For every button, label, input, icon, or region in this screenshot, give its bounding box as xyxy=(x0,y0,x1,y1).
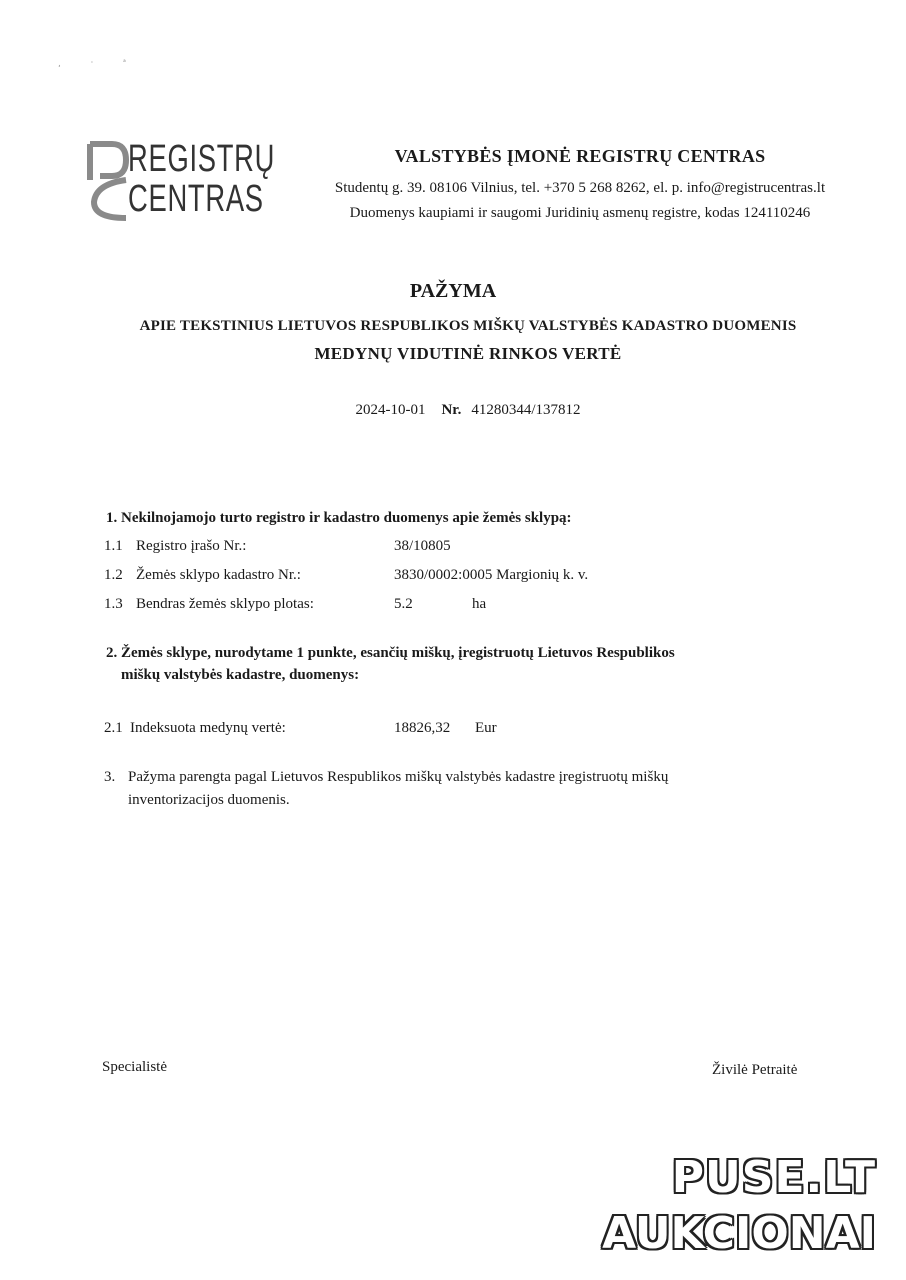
org-registry-line: Duomenys kaupiami ir saugomi Juridinių asmenų registre, kodas 124110246 xyxy=(349,205,811,221)
section3-text xyxy=(128,766,778,812)
section1-row xyxy=(104,567,704,587)
section2-heading-line1: 2. Žemės sklype, nurodytame 1 punkte, esančių miškų, įregistruotų Lietuvos Respublikos xyxy=(106,645,675,661)
row-value: 5.2 xyxy=(394,596,413,612)
section3-text-line2: inventorizacijos duomenis. xyxy=(128,792,290,808)
section3-text-line1: Pažyma parengta pagal Lietuvos Respublikos miškų valstybės kadastre įregistruotų miškų xyxy=(128,769,669,785)
section2-heading-line2: miškų valstybės kadastre, duomenys: xyxy=(121,667,360,683)
org-name: VALSTYBĖS ĮMONĖ REGISTRŲ CENTRAS xyxy=(394,146,766,166)
registru-centras-logo xyxy=(86,140,286,222)
row-label: Bendras žemės sklypo plotas: xyxy=(136,596,314,612)
document-subtitle-value: MEDYNŲ VIDUTINĖ RINKOS VERTĖ xyxy=(314,344,622,363)
section1-row xyxy=(104,538,704,558)
document-dateline xyxy=(0,402,906,419)
scan-specks: ¸ · ª xyxy=(58,58,140,67)
row-label: Registro įrašo Nr.: xyxy=(136,538,247,554)
logo-text-registru: REGISTRŲ xyxy=(128,138,276,180)
section3-number: 3. xyxy=(104,769,116,785)
document-date: 2024-10-01 xyxy=(355,402,426,418)
section2-row xyxy=(104,720,704,740)
row-unit: Eur xyxy=(475,720,497,736)
signature-role: Specialistė xyxy=(102,1059,167,1075)
document-nr-value: 41280344/137812 xyxy=(471,402,581,418)
section1-heading: 1. Nekilnojamojo turto registro ir kadastro duomenys apie žemės sklypą: xyxy=(106,510,572,526)
document-subtitle: APIE TEKSTINIUS LIETUVOS RESPUBLIKOS MIŠKŲ VALSTYBĖS KADASTRO DUOMENIS xyxy=(139,318,797,334)
watermark-line2: AUKCIONAI xyxy=(602,1208,876,1259)
row-number: 1.3 xyxy=(104,596,123,612)
row-label: Žemės sklypo kadastro Nr.: xyxy=(136,567,301,583)
org-address-line: Studentų g. 39. 08106 Vilnius, tel. +370 5 268 8262, el. p. info@registrucentras.lt xyxy=(334,180,826,196)
row-number: 2.1 xyxy=(104,720,123,736)
section2-heading xyxy=(106,642,806,686)
document-title: PAŽYMA xyxy=(409,280,497,302)
row-number: 1.1 xyxy=(104,538,123,554)
section1-row xyxy=(104,596,704,616)
row-value: 18826,32 xyxy=(394,720,451,736)
row-unit: ha xyxy=(472,596,487,612)
rc-mark-icon xyxy=(86,140,132,222)
signature-name: Živilė Petraitė xyxy=(712,1062,798,1078)
watermark-line1: PUSE.LT xyxy=(671,1152,876,1203)
row-value: 38/10805 xyxy=(394,538,451,554)
document-nr-label: Nr. xyxy=(441,402,462,418)
logo-text-centras: CENTRAS xyxy=(128,178,264,220)
row-number: 1.2 xyxy=(104,567,123,583)
row-label: Indeksuota medynų vertė: xyxy=(130,720,286,736)
row-value: 3830/0002:0005 Margionių k. v. xyxy=(394,567,589,583)
